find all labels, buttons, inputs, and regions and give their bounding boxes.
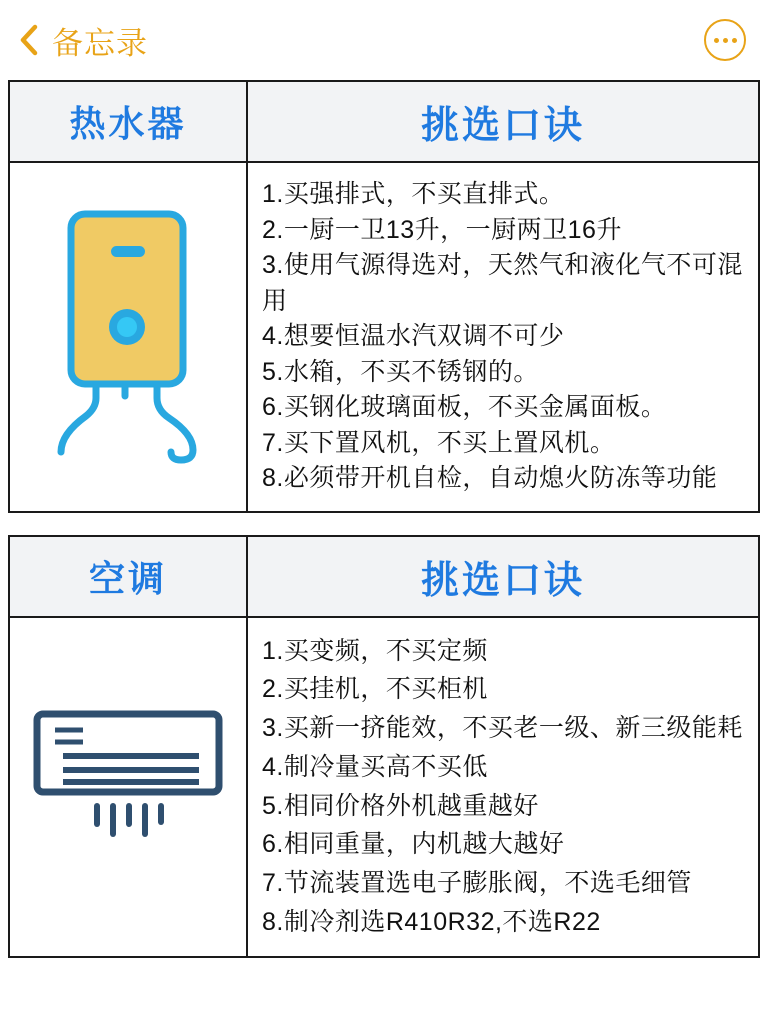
list-item: 6.相同重量，内机越大越好 (262, 830, 565, 859)
card-header (10, 537, 758, 618)
card-title: 空调 (88, 557, 167, 599)
card-header (10, 82, 758, 163)
list-item: 4.想要恒温水汽双调不可少 (262, 322, 565, 350)
list-item: 8.必须带开机自检，自动熄火防冻等功能 (262, 464, 718, 492)
card-body (10, 618, 758, 956)
card-water-heater (8, 80, 760, 513)
more-options-icon[interactable] (704, 19, 746, 61)
list-item: 3.买新一挤能效，不买老一级、新三级能耗 (262, 714, 743, 742)
list-item: 2.一厨一卫13升，一厨两卫16升 (262, 215, 622, 244)
list-item: 1.买强排式，不买直排式。 (262, 180, 565, 208)
card-air-conditioner (8, 535, 760, 958)
list-item: 2.买挂机，不买柜机 (262, 675, 488, 704)
list-item: 7.节流装置选电子膨胀阀，不选毛细管 (262, 869, 692, 897)
card-subtitle-cell (248, 82, 758, 161)
water-heater-icon (33, 184, 223, 489)
list-item: 7.买下置风机，不买上置风机。 (262, 428, 616, 457)
card-lines-cell (248, 163, 758, 511)
card-subtitle: 挑选口诀 (420, 105, 585, 147)
list-item: 1.买变频，不买定频 (262, 636, 488, 665)
list-item: 3.使用气源得选对，天然气和液化气不可混用 (262, 251, 743, 315)
card-body (10, 163, 758, 511)
card-title: 热水器 (69, 103, 187, 144)
dot-1 (714, 38, 719, 43)
air-conditioner-icon (23, 684, 233, 889)
card-subtitle-cell (248, 537, 758, 616)
card-illustration-cell (10, 163, 248, 511)
card-title-cell (10, 82, 248, 161)
card-illustration-cell (10, 618, 248, 956)
list-item: 4.制冷量买高不买低 (262, 752, 488, 781)
card-lines-cell (248, 618, 758, 956)
card-title-cell (10, 537, 248, 616)
back-chevron-icon[interactable] (18, 23, 40, 57)
bottom-spacer (0, 980, 768, 986)
card-subtitle: 挑选口诀 (420, 559, 585, 602)
header-left-group[interactable] (18, 18, 148, 63)
dot-3 (732, 38, 737, 43)
list-item: 5.相同价格外机越重越好 (262, 791, 539, 820)
app-header (0, 0, 768, 80)
page-title: 备忘录 (52, 25, 148, 61)
list-item: 6.买钢化玻璃面板，不买金属面板。 (262, 393, 667, 421)
dot-2 (723, 38, 728, 43)
list-item: 5.水箱，不买不锈钢的。 (262, 357, 539, 386)
list-item: 8.制冷剂选R410R32,不选R22 (262, 907, 601, 936)
